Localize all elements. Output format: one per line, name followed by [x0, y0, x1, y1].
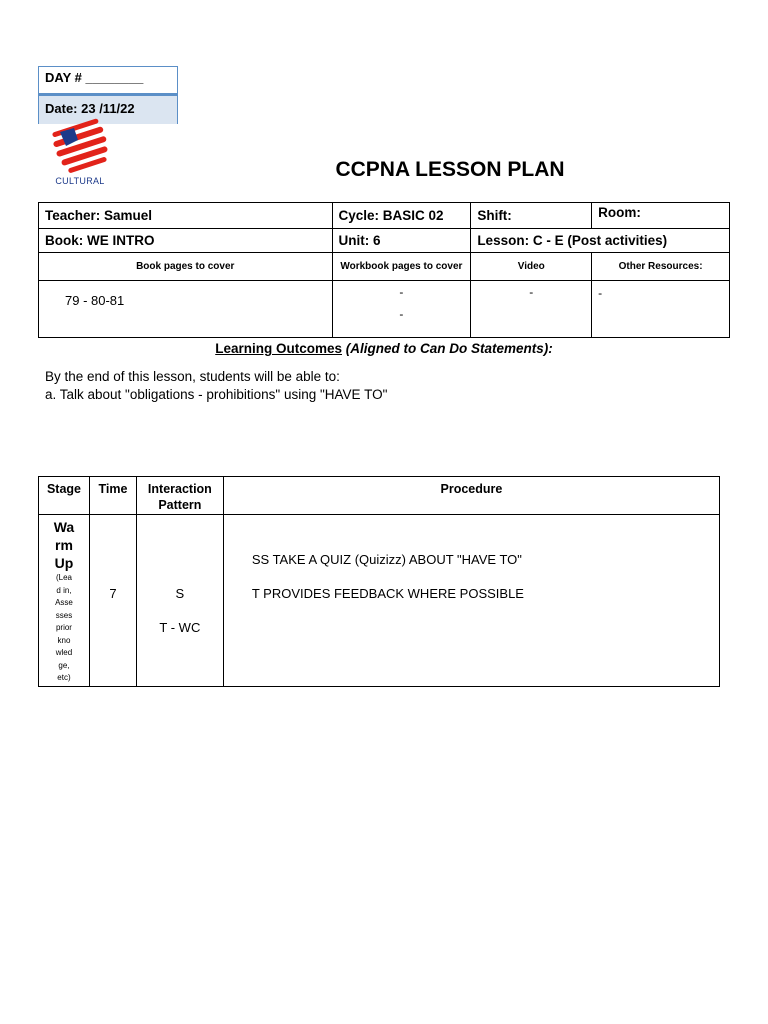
interaction-value-1: S [175, 586, 185, 601]
lesson-info-table [38, 202, 730, 338]
stage-desc-line: prior [55, 623, 72, 632]
stage-description [40, 572, 88, 685]
video-value-cell [471, 281, 592, 338]
shift-cell: Shift: [471, 203, 592, 229]
stage-name [40, 518, 88, 572]
video-dash: - [529, 285, 534, 299]
learning-outcomes-subtitle: (Aligned to Can Do Statements): [342, 341, 553, 356]
time-cell [89, 515, 136, 687]
teacher-cell: Teacher: Samuel [39, 203, 333, 229]
col-time: Time [89, 477, 136, 515]
time-value: 7 [109, 586, 117, 601]
date-label: Date: 23 /11/22 [45, 101, 135, 116]
learning-outcome-item-a: a. Talk about "obligations - prohibitions" using "HAVE TO" [45, 387, 388, 402]
col-procedure: Procedure [223, 477, 719, 515]
workbook-dash-1: - [399, 285, 404, 299]
day-row [39, 67, 177, 96]
procedure-cell [223, 515, 719, 687]
interaction-value-2: T - WC [159, 620, 201, 635]
learning-outcomes-intro: By the end of this lesson, students will be able to: [45, 369, 340, 384]
day-label: DAY # ________ [45, 70, 144, 85]
learning-outcomes-title [38, 341, 730, 356]
col-stage: Stage [39, 477, 90, 515]
stage-cell [39, 515, 90, 687]
stage-desc-line: d in, [56, 585, 72, 595]
col-video: Video [471, 253, 592, 281]
stage-line: rm [55, 537, 73, 553]
book-cell: Book: WE INTRO [39, 229, 333, 253]
learning-outcomes-label: Learning Outcomes [215, 341, 342, 356]
procedure-step-2: T PROVIDES FEEDBACK WHERE POSSIBLE [251, 586, 524, 601]
info-row-teacher [39, 203, 730, 229]
procedure-step-1: SS TAKE A QUIZ (Quizizz) ABOUT "HAVE TO" [251, 552, 522, 567]
info-row-book [39, 229, 730, 253]
interaction-cell [136, 515, 223, 687]
procedure-row-warm-up [39, 515, 720, 687]
stage-desc-line: kno [57, 635, 71, 645]
lesson-cell: Lesson: C - E (Post activities) [471, 229, 730, 253]
stage-desc-line: etc) [57, 673, 71, 682]
other-resources-dash: - [598, 286, 603, 300]
col-workbook-pages: Workbook pages to cover [332, 253, 471, 281]
stage-line: Wa [53, 519, 75, 535]
other-resources-value-cell [592, 281, 730, 338]
page-title: CCPNA LESSON PLAN [335, 158, 565, 181]
cycle-cell: Cycle: BASIC 02 [332, 203, 471, 229]
stage-desc-line: (Lea [55, 573, 72, 582]
stage-desc-line: sses [55, 610, 73, 620]
resources-header-row [39, 253, 730, 281]
resources-value-row [39, 281, 730, 338]
book-pages-value-cell [39, 281, 333, 338]
stage-line: Up [54, 555, 74, 571]
stage-desc-line: ge, [58, 660, 70, 670]
procedure-header-row [39, 477, 720, 515]
day-date-box [38, 66, 178, 124]
workbook-dash-2: - [399, 307, 404, 321]
procedure-table [38, 476, 720, 687]
room-cell: Room: [592, 203, 730, 229]
logo-text: CULTURAL [55, 176, 105, 186]
col-interaction-pattern: Interaction Pattern [136, 477, 223, 515]
unit-cell: Unit: 6 [332, 229, 471, 253]
col-other-resources: Other Resources: [592, 253, 730, 281]
book-pages-value: 79 - 80-81 [65, 293, 125, 308]
workbook-pages-value-cell [332, 281, 471, 338]
stage-desc-line: Asse [55, 598, 73, 607]
col-book-pages: Book pages to cover [39, 253, 333, 281]
stage-desc-line: wled [55, 648, 73, 657]
